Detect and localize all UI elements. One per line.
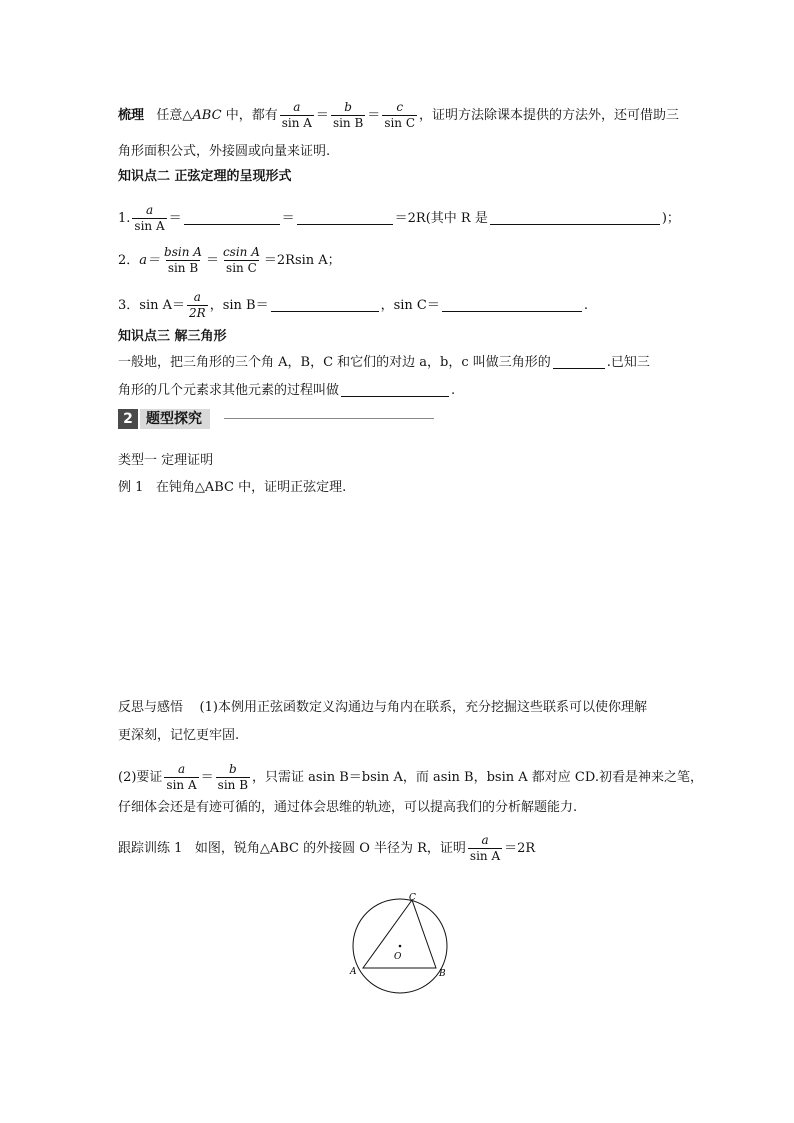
fraction-a-sinA-reflect: $\frac{a}{\text{sin A}}$ — [166, 762, 197, 792]
knowledge-point-3-title: 知识点三 解三角形 — [118, 329, 227, 344]
fraction-csinA-sinC: $\frac{\text{csin A}}{\text{sin C}}$ — [222, 245, 260, 275]
fraction-c-sinC: $\frac{c}{\text{sin C}}$ — [384, 100, 416, 130]
solve-triangle-line-1: 一般地，把三角形的三个角 A，B，C 和它们的对边 a，b，c 叫做三角形的 .已知三 — [118, 355, 650, 370]
knowledge-point-2-title: 知识点二 正弦定理的呈现形式 — [118, 169, 292, 184]
section-title: 题型探究 — [140, 409, 210, 429]
reflection-line-2: 更深刻，记忆更牢固. — [118, 728, 240, 743]
blank-1[interactable] — [184, 210, 280, 225]
blank-2[interactable] — [297, 210, 393, 225]
example-1: 例 1 在钝角△ABC 中，证明正弦定理. — [118, 480, 347, 495]
label-c: C — [409, 893, 416, 903]
label-b: B — [439, 969, 446, 979]
label-a: A — [350, 967, 357, 977]
label-o: O — [394, 952, 402, 962]
tracking-exercise-1: 跟踪训练 1 如图，锐角△ABC 的外接圆 O 半径为 R，证明 $\frac{a}{\text{sin A}}$ ＝2R — [118, 833, 536, 863]
fraction-a-sinA-form1: $\frac{a}{\text{sin A}}$ — [134, 203, 165, 233]
fraction-b-sinB-reflect: $\frac{b}{\text{sin B}}$ — [217, 762, 249, 792]
solve-triangle-line-2: 角形的几个元素求其他元素的过程叫做 . — [118, 383, 456, 398]
summary-label: 梳理 — [118, 108, 145, 123]
blank-4[interactable] — [271, 297, 379, 312]
blank-6[interactable] — [553, 354, 605, 369]
fraction-a-2R: $\frac{a}{2R}$ — [189, 290, 206, 320]
section-header — [118, 409, 438, 431]
section-number-badge: 2 — [118, 409, 138, 429]
section-rule — [224, 418, 434, 419]
reflection-line-1: 反思与感悟 (1)本例用正弦函数定义沟通边与角内在联系，充分挖掘这些联系可以使你理解 — [118, 700, 647, 715]
reflection-line-3: (2)要证 $\frac{a}{\text{sin A}}$ ＝ $\frac{b}{\text{sin B}}$ ，只需证 asin B＝bsin A，而 asin B，bsin A 都对应 CD.初看是神来之笔， — [118, 762, 703, 792]
form-3: 3．sin A＝ $\frac{a}{2R}$ ，sin B＝ ，sin C＝ . — [118, 290, 588, 320]
fraction-a-sinA: $\frac{a}{\text{sin A}}$ — [281, 100, 312, 130]
blank-5[interactable] — [442, 297, 582, 312]
fraction-a-sinA-track: $\frac{a}{\text{sin A}}$ — [469, 833, 501, 863]
form-2: 2．a＝ $\frac{\text{bsin A}}{\text{sin B}}$ ＝ $\frac{\text{csin A}}{\text{sin C}}$ ＝2Rsin A； — [118, 245, 341, 275]
blank-3[interactable] — [490, 210, 660, 225]
reflection-line-4: 仔细体会还是有迹可循的，通过体会思维的轨迹，可以提高我们的分析解题能力. — [118, 800, 578, 815]
type-1-title: 类型一 定理证明 — [118, 453, 214, 468]
circumcircle-figure — [345, 888, 455, 998]
fraction-b-sinB: $\frac{b}{\text{sin B}}$ — [332, 100, 364, 130]
form-1: 1. $\frac{a}{\text{sin A}}$ ＝ ＝ ＝2R(其中 R 是 )； — [118, 203, 680, 233]
center-point — [399, 945, 402, 948]
blank-7[interactable] — [341, 382, 449, 397]
summary-line-2: 角形面积公式，外接圆或向量来证明. — [118, 144, 331, 159]
fraction-bsinA-sinB: $\frac{\text{bsin A}}{\text{sin B}}$ — [164, 245, 202, 275]
summary-line-1: 梳理 任意△ABC 中，都有 $\frac{a}{\text{sin A}}$ ＝ $\frac{b}{\text{sin B}}$ ＝ $\frac{c}{\text{sin C}}$ ，证明方法除课本提供的方法外，还可借助三 — [118, 100, 680, 130]
